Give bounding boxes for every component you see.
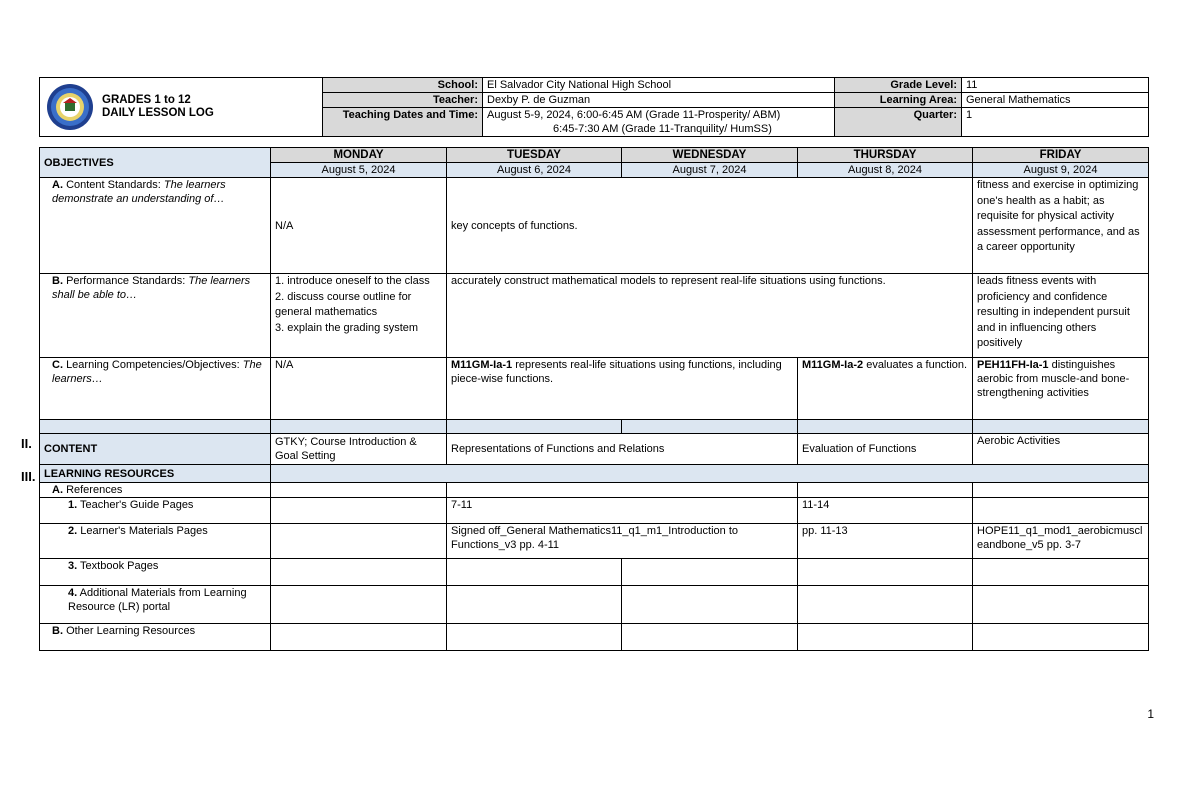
competency-text-friday: distinguishes aerobic from muscle-and bone-strengthening activities (977, 359, 1130, 399)
content-friday: Aerobic Activities (973, 434, 1149, 465)
competency-text-tuesday: represents real-life situations using functions, including piece-wise functions. (451, 359, 782, 385)
textbook-tuesday (447, 559, 622, 586)
additional-materials-num: 4. (68, 587, 78, 599)
additional-materials-friday (973, 586, 1149, 624)
competency-code-tuesday: M11GM-Ia-1 (451, 359, 513, 371)
teachers-guide-tue-wed: 7-11 (447, 498, 798, 524)
content-standards-subtitle: The learners demonstrate an understanding of… (52, 179, 226, 205)
log-title-line1: GRADES 1 to 12 (102, 94, 191, 106)
content-standards-letter: A. (52, 179, 63, 191)
references-title: References (66, 484, 123, 496)
learners-materials-thursday: pp. 11-13 (798, 524, 973, 559)
performance-standards-label (40, 274, 271, 358)
content-thursday: Evaluation of Functions (798, 434, 973, 465)
content-heading: CONTENT (40, 434, 271, 465)
date-tuesday: August 6, 2024 (447, 163, 622, 178)
school-seal-icon (46, 83, 94, 131)
day-monday: MONDAY (271, 148, 447, 163)
monday-task-3: 3. explain the grading system (275, 321, 419, 334)
monday-task-2: 2. discuss course outline for general mathematics (275, 290, 412, 318)
school-value: El Salvador City National High School (483, 78, 835, 93)
resources-heading: LEARNING RESOURCES (40, 465, 271, 483)
performance-standards-subtitle: The learners shall be able to… (52, 275, 251, 301)
teaching-dates-label: Teaching Dates and Time: (323, 108, 483, 137)
competencies-title: Learning Competencies/Objectives: (66, 359, 240, 371)
other-resources-letter: B. (52, 625, 63, 637)
textbook-friday (973, 559, 1149, 586)
spacer-cell (622, 420, 798, 434)
grade-level-label: Grade Level: (835, 78, 962, 93)
spacer-cell (973, 420, 1149, 434)
monday-task-1: 1. introduce oneself to the class (275, 275, 430, 287)
learners-materials-tue-wed: Signed off_General Mathematics11_q1_m1_Introduction to Functions_v3 pp. 4-11 (447, 524, 798, 559)
content-tue-wed: Representations of Functions and Relations (447, 434, 798, 465)
competencies-monday: N/A (271, 358, 447, 420)
spacer-cell (447, 420, 622, 434)
competency-code-thursday: M11GM-Ia-2 (802, 359, 864, 371)
other-resources-label (40, 624, 271, 651)
resources-heading-fill (271, 465, 1149, 483)
other-resources-thursday (798, 624, 973, 651)
additional-materials-thursday (798, 586, 973, 624)
references-tue-wed (447, 483, 798, 498)
section-roman-content: II. (21, 436, 32, 451)
learners-materials-monday (271, 524, 447, 559)
textbook-thursday (798, 559, 973, 586)
day-thursday: THURSDAY (798, 148, 973, 163)
references-monday (271, 483, 447, 498)
additional-materials-title: Additional Materials from Learning Resource (LR) portal (68, 587, 247, 613)
additional-materials-monday (271, 586, 447, 624)
spacer-cell (271, 420, 447, 434)
performance-standards-letter: B. (52, 275, 63, 287)
competency-text-thursday: evaluates a function. (863, 359, 968, 371)
teaching-dates-line2: 6:45-7:30 AM (Grade 11-Tranquility/ HumSS) (553, 123, 772, 135)
header-table (39, 77, 1149, 137)
teacher-value: Dexby P. de Guzman (483, 93, 835, 108)
other-resources-friday (973, 624, 1149, 651)
day-tuesday: TUESDAY (447, 148, 622, 163)
competencies-friday (973, 358, 1149, 420)
date-monday: August 5, 2024 (271, 163, 447, 178)
content-standards-monday: N/A (271, 178, 447, 274)
teachers-guide-thursday: 11-14 (798, 498, 973, 524)
spacer-cell (798, 420, 973, 434)
other-resources-monday (271, 624, 447, 651)
references-thursday (798, 483, 973, 498)
additional-materials-label (40, 586, 271, 624)
school-label: School: (323, 78, 483, 93)
performance-standards-title: Performance Standards: (66, 275, 186, 287)
date-friday: August 9, 2024 (973, 163, 1149, 178)
teachers-guide-friday (973, 498, 1149, 524)
teaching-dates-line1: August 5-9, 2024, 6:00-6:45 AM (Grade 11-Prosperity/ ABM) (487, 109, 781, 121)
references-label (40, 483, 271, 498)
logo-title-cell (40, 78, 323, 137)
teachers-guide-monday (271, 498, 447, 524)
textbook-wednesday (622, 559, 798, 586)
textbook-label (40, 559, 271, 586)
page-number: 1 (1147, 707, 1154, 721)
lesson-log-table (39, 147, 1149, 651)
grade-level-value: 11 (962, 78, 1149, 93)
competency-code-friday: PEH11FH-Ia-1 (977, 359, 1049, 371)
additional-materials-tuesday (447, 586, 622, 624)
additional-materials-wednesday (622, 586, 798, 624)
teachers-guide-num: 1. (68, 499, 78, 511)
competencies-subtitle: The learners… (52, 359, 262, 385)
textbook-num: 3. (68, 560, 78, 572)
learners-materials-title: Learner's Materials Pages (80, 525, 208, 537)
other-resources-wednesday (622, 624, 798, 651)
references-friday (973, 483, 1149, 498)
day-wednesday: WEDNESDAY (622, 148, 798, 163)
learning-area-value: General Mathematics (962, 93, 1149, 108)
competencies-letter: C. (52, 359, 63, 371)
competencies-thursday (798, 358, 973, 420)
performance-standards-monday (271, 274, 447, 358)
learning-area-label: Learning Area: (835, 93, 962, 108)
learners-materials-friday: HOPE11_q1_mod1_aerobicmuscleandbone_v5 pp. 3-7 (973, 524, 1149, 559)
content-standards-tue-thu: key concepts of functions. (447, 178, 973, 274)
textbook-monday (271, 559, 447, 586)
day-friday: FRIDAY (973, 148, 1149, 163)
quarter-label: Quarter: (835, 108, 962, 137)
spacer-cell (40, 420, 271, 434)
teachers-guide-label (40, 498, 271, 524)
content-standards-friday: fitness and exercise in optimizing one's health as a habit; as requisite for physical activity assessment performance, and as a career opportunity (973, 178, 1149, 274)
other-resources-title: Other Learning Resources (66, 625, 196, 637)
references-letter: A. (52, 484, 63, 496)
learners-materials-label (40, 524, 271, 559)
teacher-label: Teacher: (323, 93, 483, 108)
date-wednesday: August 7, 2024 (622, 163, 798, 178)
competencies-label (40, 358, 271, 420)
performance-standards-friday: leads fitness events with proficiency and confidence resulting in independent pursuit and in influencing others positively (973, 274, 1149, 358)
section-roman-resources: III. (21, 469, 36, 484)
quarter-value: 1 (962, 108, 1149, 137)
competencies-tue-wed (447, 358, 798, 420)
performance-standards-tue-thu: accurately construct mathematical models to represent real-life situations using functions. (447, 274, 973, 358)
content-monday: GTKY; Course Introduction & Goal Setting (271, 434, 447, 465)
other-resources-tuesday (447, 624, 622, 651)
content-standards-title: Content Standards: (66, 179, 161, 191)
content-standards-label (40, 178, 271, 274)
teaching-dates-value (483, 108, 835, 137)
log-title-line2: DAILY LESSON LOG (102, 107, 214, 119)
date-thursday: August 8, 2024 (798, 163, 973, 178)
textbook-title: Textbook Pages (80, 560, 159, 572)
objectives-heading: OBJECTIVES (40, 148, 271, 178)
teachers-guide-title: Teacher's Guide Pages (80, 499, 194, 511)
learners-materials-num: 2. (68, 525, 78, 537)
